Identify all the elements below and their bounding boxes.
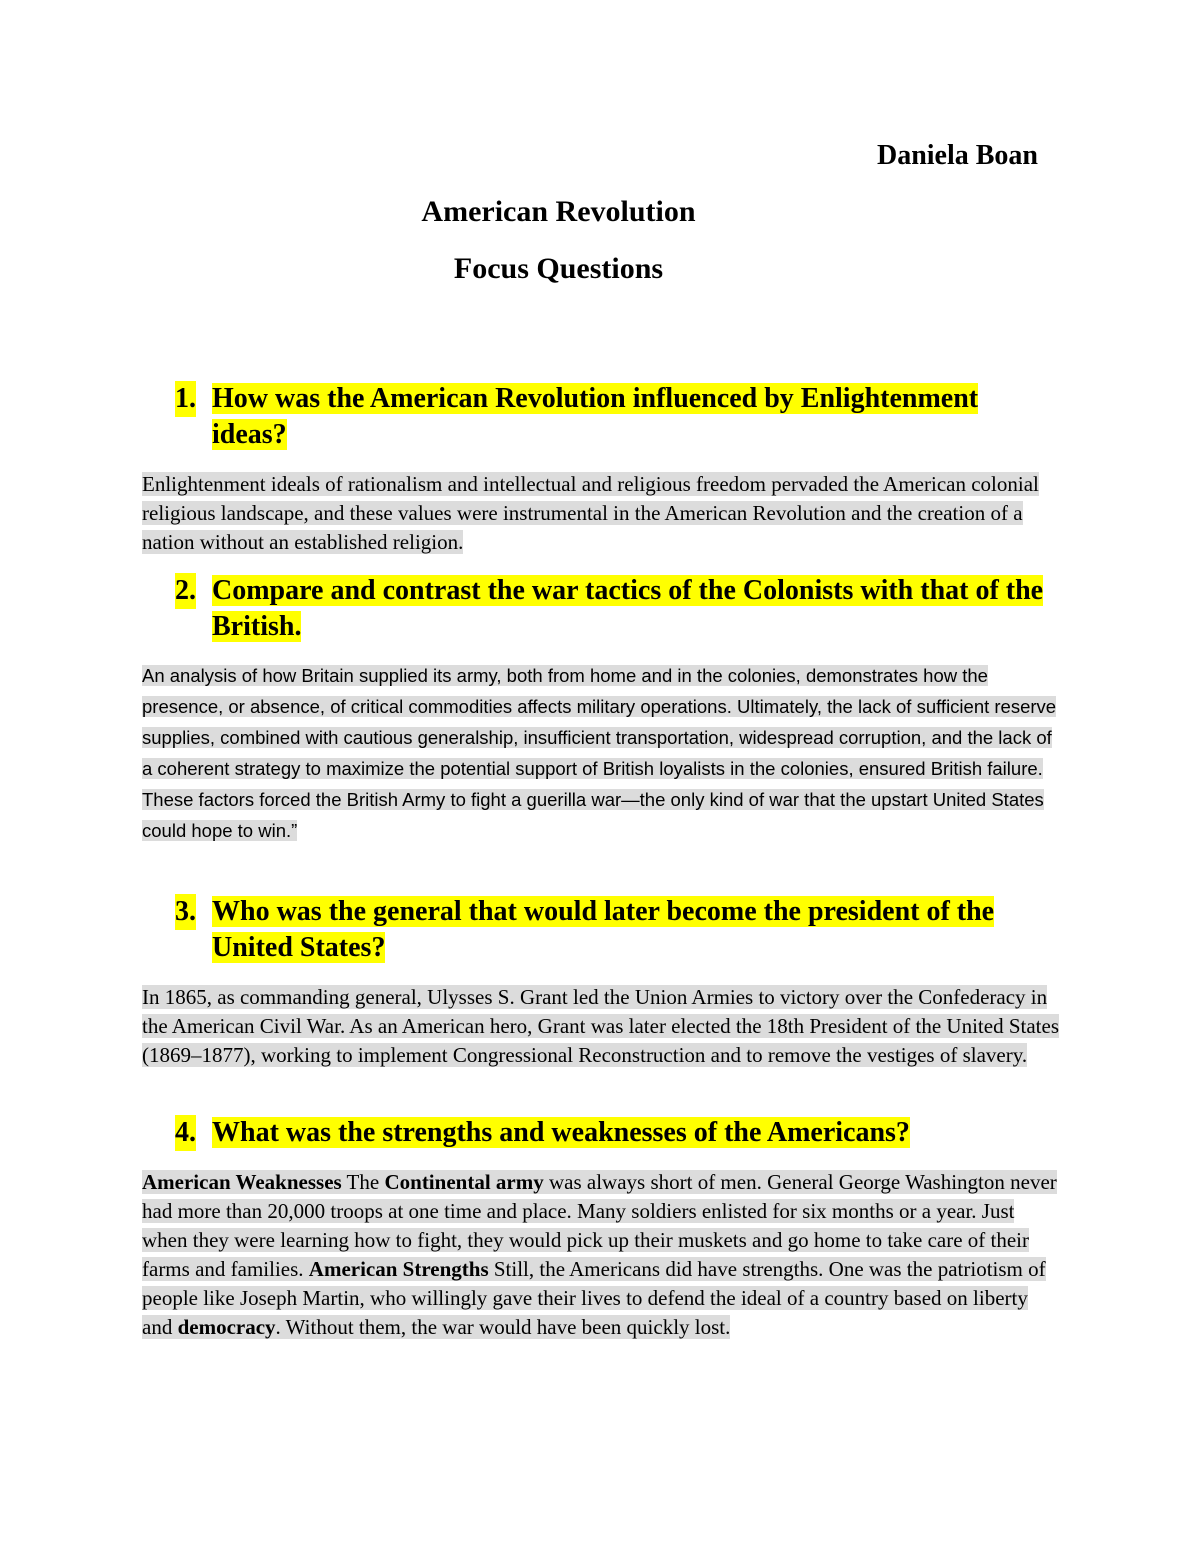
question-4 xyxy=(175,1115,1055,1151)
question-1 xyxy=(175,381,1055,453)
question-number: 2. xyxy=(175,573,196,609)
question-text: Who was the general that would later become the president of the United States? xyxy=(212,896,995,963)
answer-text: American Weaknesses The Continental army was always short of men. General George Washington never had more than 20,000 troops at one time and place. Many soldiers enlisted for six months or a year. Just when they were learning how to fight, they would pick up their muskets and go home to take care of their farms and families. American Strengths Still, the Americans did have strengths. One was the patriotism of people like Joseph Martin, who willingly gave their lives to defend the ideal of a country based on liberty and democracy. Without them, the war would have been quickly lost. xyxy=(142,1170,1057,1339)
question-number: 4. xyxy=(175,1115,196,1151)
question-number: 1. xyxy=(175,381,196,417)
question-3 xyxy=(175,894,1055,966)
answer-3 xyxy=(142,983,1062,1070)
document-subtitle: Focus Questions xyxy=(453,252,664,285)
answer-4 xyxy=(142,1168,1062,1342)
bold-term: democracy xyxy=(177,1315,276,1339)
document-title: American Revolution xyxy=(421,195,696,228)
bold-term: Continental army xyxy=(384,1170,544,1194)
bold-term: American Strengths xyxy=(308,1257,489,1281)
question-text: How was the American Revolution influenced by Enlightenment ideas? xyxy=(212,383,979,450)
answer-text: In 1865, as commanding general, Ulysses S. Grant led the Union Armies to victory over the Confederacy in the American Civil War. As an American hero, Grant was later elected the 18th President of the United States (1869–1877), working to implement Congressional Reconstruction and to remove the vestiges of slavery. xyxy=(142,985,1059,1067)
answer-2 xyxy=(142,660,1062,846)
answer-text: Enlightenment ideals of rationalism and intellectual and religious freedom pervaded the American colonial religious landscape, and these values were instrumental in the American Revolution and the creation of a nation without an established religion. xyxy=(142,472,1039,554)
answer-1 xyxy=(142,470,1062,557)
answer-text: An analysis of how Britain supplied its army, both from home and in the colonies, demonstrates how the presence, or absence, of critical commodities affects military operations. Ultimately, the lack of sufficient reserve supplies, combined with cautious generalship, insufficient transportation, widespread corruption, and the lack of a coherent strategy to maximize the potential support of British loyalists in the colonies, ensured British failure. These factors forced the British Army to fight a guerilla war—the only kind of war that the upstart United States could hope to win.” xyxy=(142,665,1057,841)
question-text: What was the strengths and weaknesses of the Americans? xyxy=(212,1117,910,1148)
question-2 xyxy=(175,573,1055,645)
bold-term: American Weaknesses xyxy=(142,1170,342,1194)
question-text: Compare and contrast the war tactics of the Colonists with that of the British. xyxy=(212,575,1044,642)
author-name: Daniela Boan xyxy=(876,140,1038,171)
question-number: 3. xyxy=(175,894,196,930)
